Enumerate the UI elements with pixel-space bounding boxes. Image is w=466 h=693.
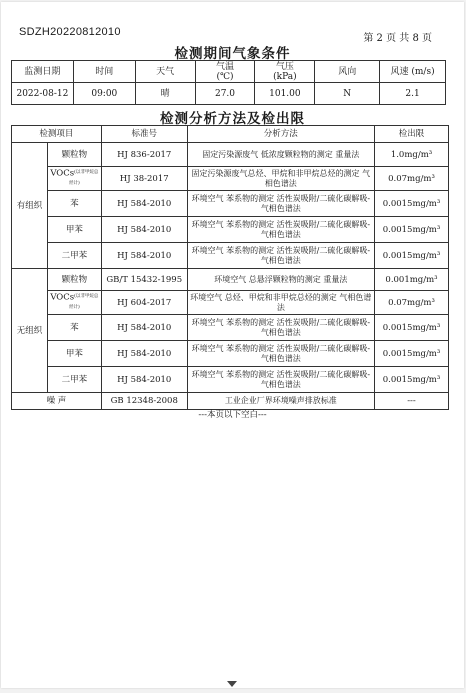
weather-cell-wind-direction: N <box>315 83 380 105</box>
item-name: VOCs <box>50 292 75 303</box>
methods-table <box>11 125 449 410</box>
limit-cell: 0.0015mg/m³ <box>375 191 449 217</box>
weather-header-cell: 气温 (℃) <box>195 61 255 83</box>
standard-cell: HJ 836-2017 <box>101 143 187 167</box>
standard-cell: HJ 584-2010 <box>101 191 187 217</box>
standard-cell: HJ 584-2010 <box>101 367 187 393</box>
item-cell: 甲苯 <box>47 217 101 243</box>
weather-cell-date: 2022-08-12 <box>12 83 74 105</box>
methods-header-standard: 标准号 <box>101 126 187 143</box>
weather-header-cell: 天气 <box>135 61 195 83</box>
item-cell: 苯 <box>47 191 101 217</box>
item-cell: 颗粒物 <box>47 143 101 167</box>
methods-header-row <box>12 126 449 143</box>
limit-cell: 0.0015mg/m³ <box>375 341 449 367</box>
limit-cell: 0.07mg/m³ <box>375 291 449 315</box>
method-cell: 环境空气 苯系物的测定 活性炭吸附/二硫化碳解吸-气相色谱法 <box>187 217 374 243</box>
standard-cell: HJ 584-2010 <box>101 217 187 243</box>
methods-header-limit: 检出限 <box>375 126 449 143</box>
group-label: 有组织 <box>12 143 48 269</box>
method-cell: 工业企业厂界环境噪声排放标准 <box>187 393 374 410</box>
limit-cell: 0.0015mg/m³ <box>375 367 449 393</box>
item-cell-noise: 噪 声 <box>12 393 102 410</box>
weather-table <box>11 60 446 105</box>
weather-header-cell: 气压 (kPa) <box>255 61 315 83</box>
weather-cell-wind-speed: 2.1 <box>380 83 446 105</box>
weather-title: 检测期间气象条件 <box>174 46 291 62</box>
item-cell: 苯 <box>47 315 101 341</box>
table-row <box>12 167 449 191</box>
methods-title: 检测分析方法及检出限 <box>160 111 305 127</box>
method-cell: 环境空气 苯系物的测定 活性炭吸附/二硫化碳解吸-气相色谱法 <box>187 315 374 341</box>
table-row <box>12 243 449 269</box>
limit-cell: 0.0015mg/m³ <box>375 315 449 341</box>
table-row <box>12 217 449 243</box>
table-row <box>12 367 449 393</box>
method-cell: 环境空气 总烃、甲烷和非甲烷总烃的测定 气相色谱法 <box>187 291 374 315</box>
limit-cell: 0.0015mg/m³ <box>375 243 449 269</box>
weather-data-row <box>12 83 446 105</box>
limit-cell: 0.001mg/m³ <box>375 269 449 291</box>
table-row <box>12 315 449 341</box>
item-note: (以非甲烷总烃计) <box>68 294 99 310</box>
weather-header-cell: 时间 <box>73 61 135 83</box>
table-row <box>12 291 449 315</box>
weather-cell-time: 09:00 <box>73 83 135 105</box>
chevron-down-icon[interactable] <box>227 681 237 687</box>
standard-cell: HJ 584-2010 <box>101 341 187 367</box>
weather-header-row <box>12 61 446 83</box>
method-cell: 环境空气 总悬浮颗粒物的测定 重量法 <box>187 269 374 291</box>
table-row <box>12 269 449 291</box>
methods-header-method: 分析方法 <box>187 126 374 143</box>
method-cell: 固定污染源废气总烃、甲烷和非甲烷总烃的测定 气相色谱法 <box>187 167 374 191</box>
weather-cell-pressure: 101.00 <box>255 83 315 105</box>
method-cell: 环境空气 苯系物的测定 活性炭吸附/二硫化碳解吸-气相色谱法 <box>187 191 374 217</box>
document-id: SDZH20220812010 <box>19 26 121 38</box>
weather-header-cell: 监测日期 <box>12 61 74 83</box>
item-cell: 甲苯 <box>47 341 101 367</box>
group-label: 无组织 <box>12 269 48 393</box>
item-cell: 二甲苯 <box>47 367 101 393</box>
item-cell <box>47 167 101 191</box>
method-cell: 固定污染源废气 低浓度颗粒物的测定 重量法 <box>187 143 374 167</box>
item-cell <box>47 291 101 315</box>
item-cell: 二甲苯 <box>47 243 101 269</box>
table-row <box>12 393 449 410</box>
table-row <box>12 191 449 217</box>
method-cell: 环境空气 苯系物的测定 活性炭吸附/二硫化碳解吸-气相色谱法 <box>187 341 374 367</box>
item-name: VOCs <box>50 168 75 179</box>
table-row <box>12 143 449 167</box>
methods-header-item: 检测项目 <box>12 126 102 143</box>
standard-cell: HJ 38-2017 <box>101 167 187 191</box>
standard-cell: HJ 584-2010 <box>101 243 187 269</box>
item-note: (以非甲烷总烃计) <box>68 170 99 186</box>
standard-cell: HJ 604-2017 <box>101 291 187 315</box>
limit-cell: 0.0015mg/m³ <box>375 217 449 243</box>
document-page <box>1 2 464 688</box>
method-cell: 环境空气 苯系物的测定 活性炭吸附/二硫化碳解吸-气相色谱法 <box>187 367 374 393</box>
standard-cell: GB 12348-2008 <box>101 393 187 410</box>
standard-cell: GB/T 15432-1995 <box>101 269 187 291</box>
page-number: 第 2 页 共 8 页 <box>363 33 432 44</box>
weather-cell-temperature: 27.0 <box>195 83 255 105</box>
table-row <box>12 341 449 367</box>
standard-cell: HJ 584-2010 <box>101 315 187 341</box>
weather-header-cell: 风速 (m/s) <box>380 61 446 83</box>
item-cell: 颗粒物 <box>47 269 101 291</box>
limit-cell: 0.07mg/m³ <box>375 167 449 191</box>
limit-cell: --- <box>375 393 449 410</box>
method-cell: 环境空气 苯系物的测定 活性炭吸附/二硫化碳解吸-气相色谱法 <box>187 243 374 269</box>
limit-cell: 1.0mg/m³ <box>375 143 449 167</box>
weather-header-cell: 风向 <box>315 61 380 83</box>
weather-cell-condition: 晴 <box>135 83 195 105</box>
blank-below-note: ---本页以下空白--- <box>198 410 267 420</box>
